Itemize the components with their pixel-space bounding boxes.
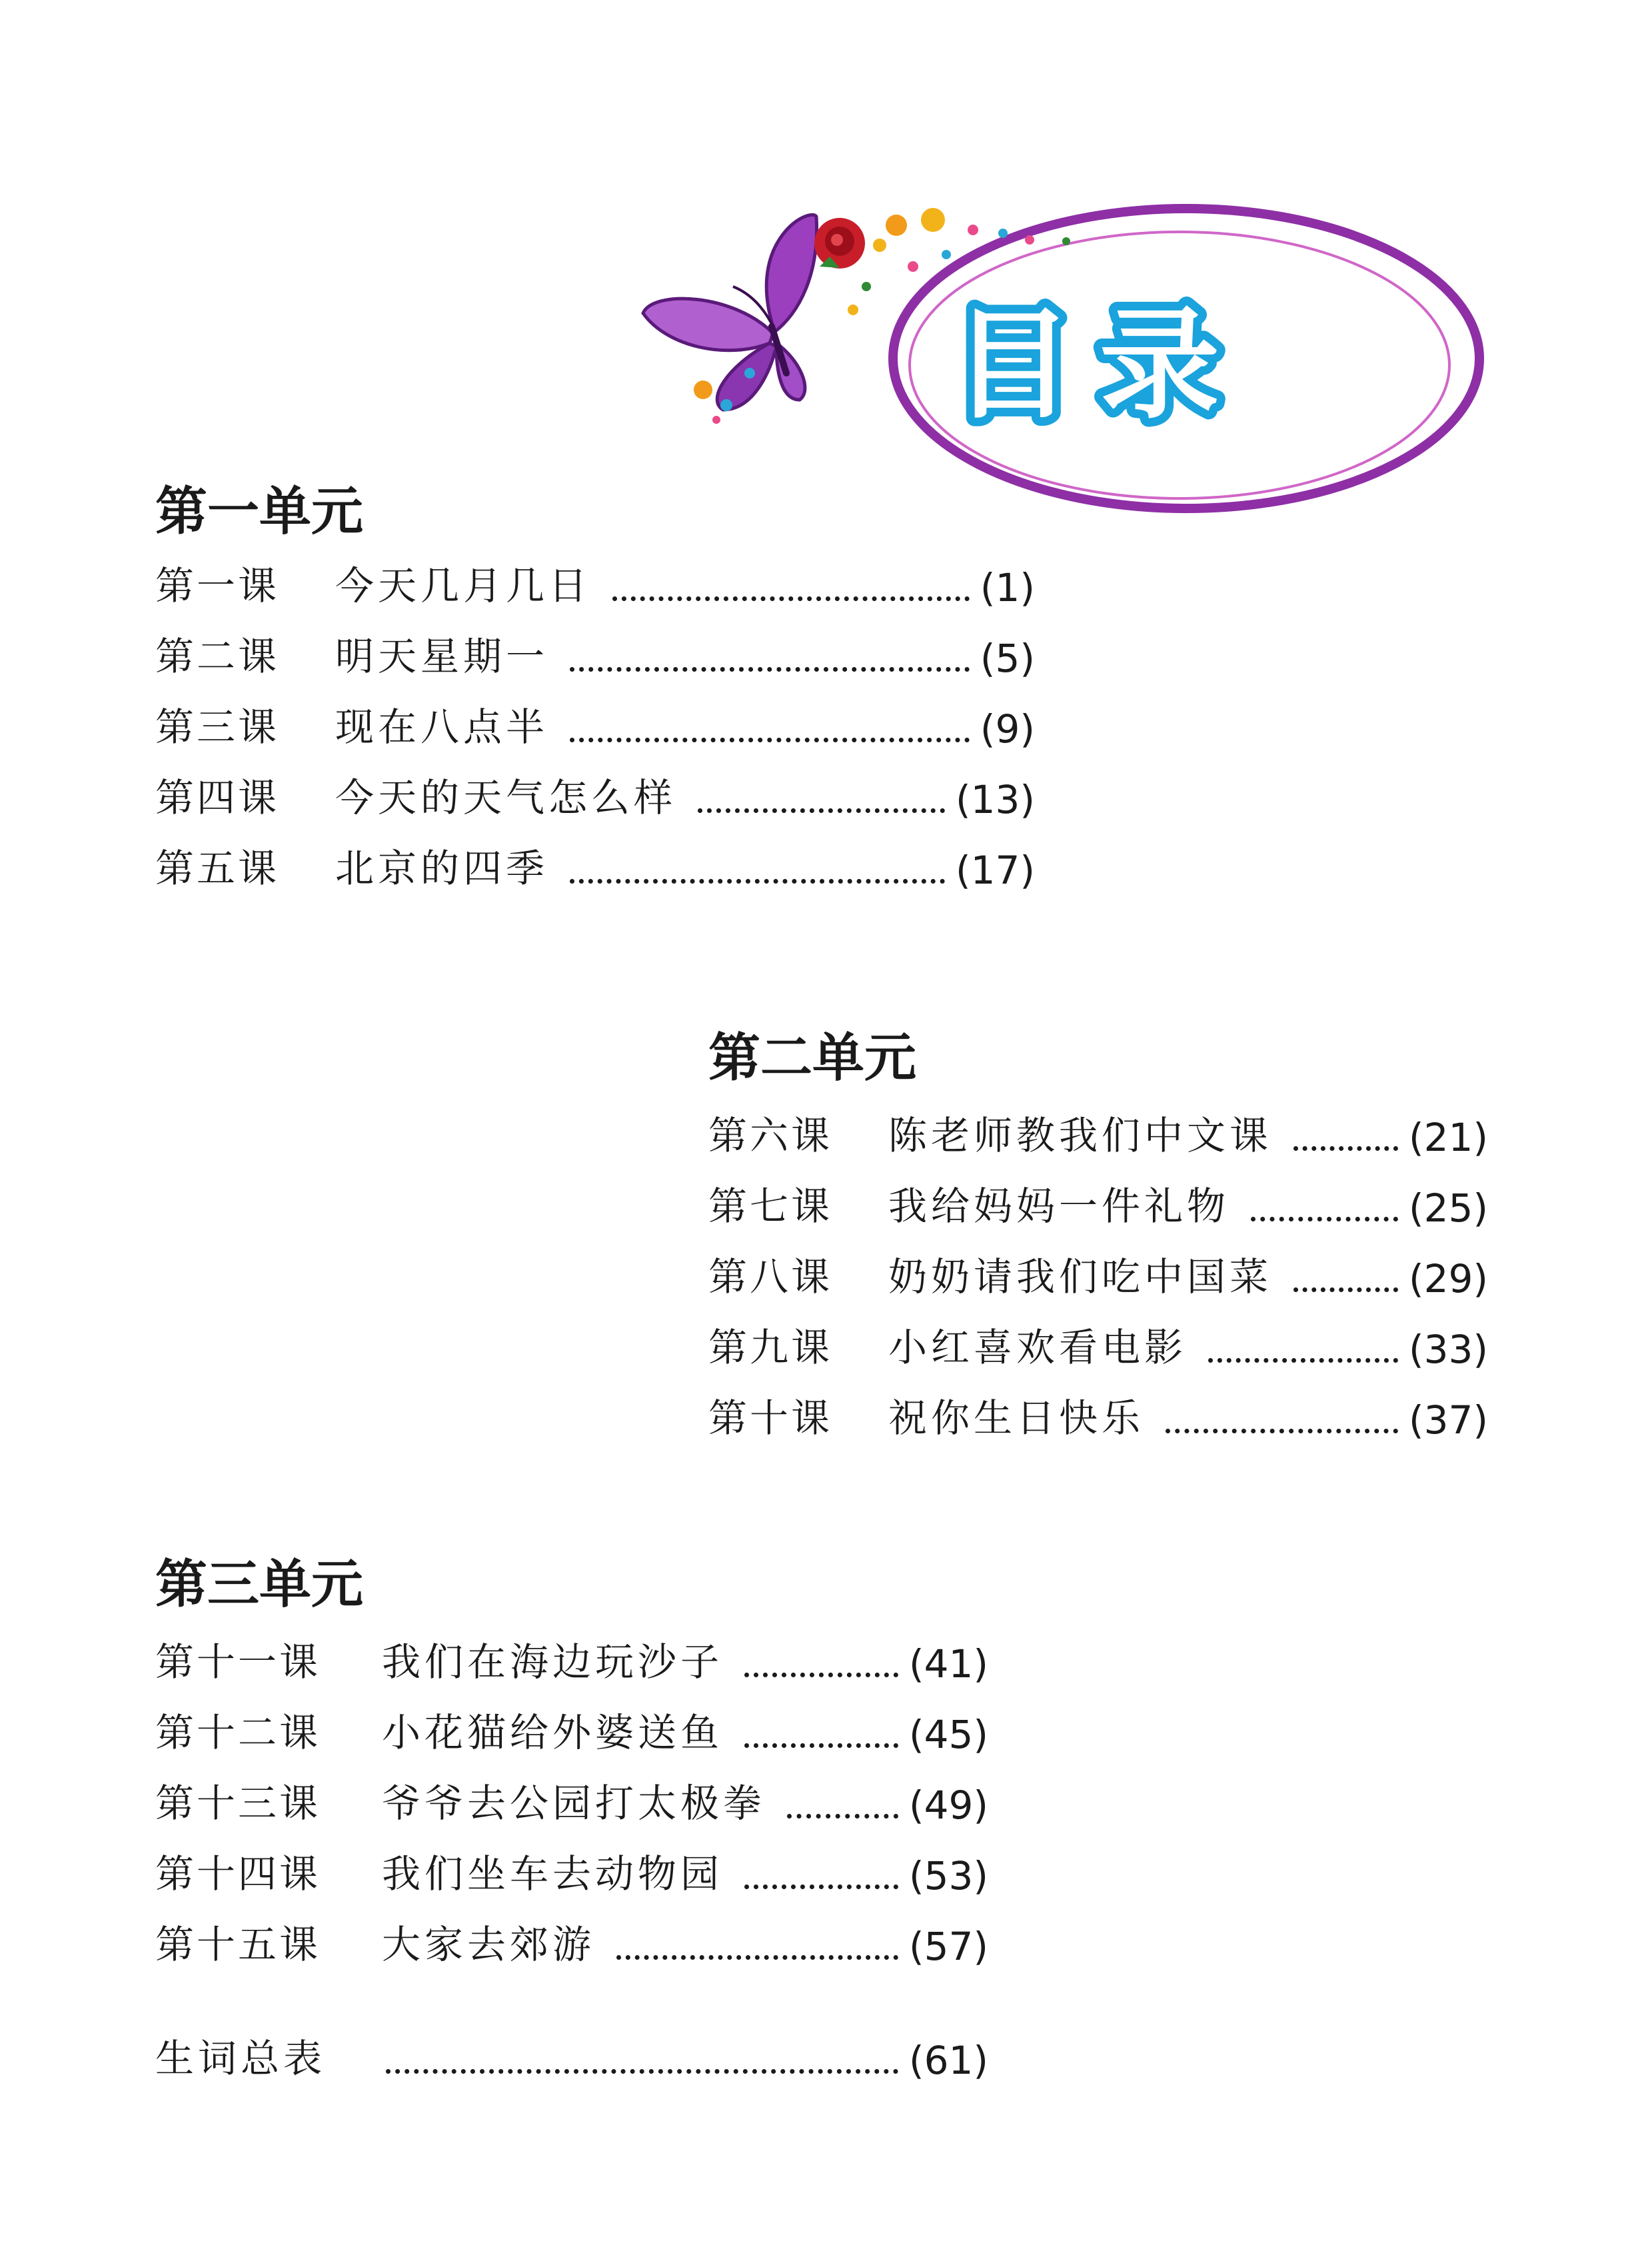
page-number: (1) (980, 565, 1035, 610)
page-number: (61) (908, 2038, 988, 2083)
page-number: (21) (1408, 1115, 1488, 1160)
dot-leader (1208, 1358, 1398, 1363)
lesson-number: 第七课 (708, 1183, 833, 1229)
dot-leader (386, 2069, 898, 2074)
dot-leader (698, 808, 945, 813)
title-banner (640, 193, 1493, 526)
lesson-list (155, 1616, 988, 1969)
lesson-title: 现在八点半 (335, 704, 549, 750)
toc-entry[interactable] (708, 1090, 1488, 1160)
lesson-title: 祝你生日快乐 (888, 1395, 1145, 1441)
butterfly-icon (643, 215, 817, 410)
page-number: (49) (908, 1783, 988, 1828)
page-number: (41) (908, 1641, 988, 1687)
lesson-number: 第三课 (155, 704, 280, 750)
toc-entry[interactable] (708, 1231, 1488, 1301)
dot-leader (1251, 1217, 1398, 1221)
page-number: (37) (1408, 1397, 1488, 1443)
dot-leader (1293, 1146, 1398, 1151)
toc-entry[interactable] (155, 1828, 988, 1898)
lesson-title: 大家去郊游 (382, 1922, 596, 1967)
page-number: (9) (980, 706, 1035, 752)
toc-entry[interactable] (155, 681, 1035, 752)
toc-entry-glossary[interactable] (155, 2012, 988, 2083)
lesson-title: 奶奶请我们吃中国菜 (888, 1254, 1273, 1299)
dot-leader (1166, 1429, 1398, 1433)
lesson-number: 第四课 (155, 775, 280, 820)
toc-entry[interactable] (155, 610, 1035, 681)
lesson-number: 第十课 (708, 1395, 833, 1441)
lesson-title: 我们坐车去动物园 (382, 1851, 724, 1896)
page-number: (29) (1408, 1256, 1488, 1301)
toc-entry[interactable] (708, 1372, 1488, 1443)
dot-leader (570, 667, 970, 672)
dot-leader (570, 738, 970, 742)
page-number: (17) (955, 848, 1035, 893)
toc-entry[interactable] (155, 1616, 988, 1687)
glossary-list (155, 2012, 988, 2083)
lesson-title: 小花猫给外婆送鱼 (382, 1710, 724, 1755)
lesson-title: 我给妈妈一件礼物 (888, 1183, 1230, 1229)
dot-leader (612, 596, 970, 601)
page-number: (45) (908, 1712, 988, 1757)
toc-entry[interactable] (155, 540, 1035, 610)
lesson-title: 北京的四季 (335, 846, 549, 891)
unit-heading: 第二单元 (708, 1028, 917, 1088)
toc-entry[interactable] (708, 1301, 1488, 1372)
rose-icon (814, 218, 865, 269)
lesson-list (708, 1090, 1488, 1443)
dot-leader (744, 1673, 898, 1677)
page-number: (53) (908, 1853, 988, 1898)
unit-heading: 第一单元 (155, 482, 364, 542)
lesson-number: 第九课 (708, 1325, 833, 1370)
dot-leader (744, 1743, 898, 1748)
lesson-number: 第十二课 (155, 1710, 321, 1755)
dot-leader (787, 1814, 898, 1819)
lesson-list (155, 540, 1035, 893)
lesson-title: 爷爷去公园打太极拳 (382, 1781, 766, 1826)
page-number: (33) (1408, 1327, 1488, 1372)
lesson-number: 第八课 (708, 1254, 833, 1299)
dot-leader (616, 1955, 898, 1960)
lesson-title: 陈老师教我们中文课 (888, 1113, 1273, 1158)
toc-entry[interactable] (155, 822, 1035, 893)
dot-leader (1293, 1287, 1398, 1292)
lesson-number: 第一课 (155, 563, 280, 608)
page-number: (5) (980, 636, 1035, 681)
lesson-title: 明天星期一 (335, 634, 549, 679)
page-title: 目录 (953, 296, 1247, 435)
lesson-number: 第十四课 (155, 1851, 321, 1896)
page-number: (25) (1408, 1185, 1488, 1231)
lesson-number: 第六课 (708, 1113, 833, 1158)
lesson-number: 第十一课 (155, 1639, 321, 1685)
lesson-number: 第十五课 (155, 1922, 321, 1967)
page-number: (13) (955, 777, 1035, 822)
lesson-title: 今天的天气怎么样 (335, 775, 677, 820)
lesson-number: 第十三课 (155, 1781, 321, 1826)
glossary-title: 生词总表 (155, 2036, 327, 2081)
page-number: (57) (908, 1924, 988, 1969)
lesson-title: 今天几月几日 (335, 563, 592, 608)
lesson-number: 第五课 (155, 846, 280, 891)
dot-leader (744, 1884, 898, 1889)
lesson-number: 第二课 (155, 634, 280, 679)
lesson-title: 小红喜欢看电影 (888, 1325, 1188, 1370)
toc-entry[interactable] (155, 752, 1035, 822)
toc-entry[interactable] (155, 1898, 988, 1969)
toc-entry[interactable] (708, 1160, 1488, 1231)
unit-heading: 第三单元 (155, 1555, 364, 1615)
dot-leader (570, 879, 945, 884)
toc-entry[interactable] (155, 1757, 988, 1828)
toc-entry[interactable] (155, 1687, 988, 1757)
lesson-title: 我们在海边玩沙子 (382, 1639, 724, 1685)
